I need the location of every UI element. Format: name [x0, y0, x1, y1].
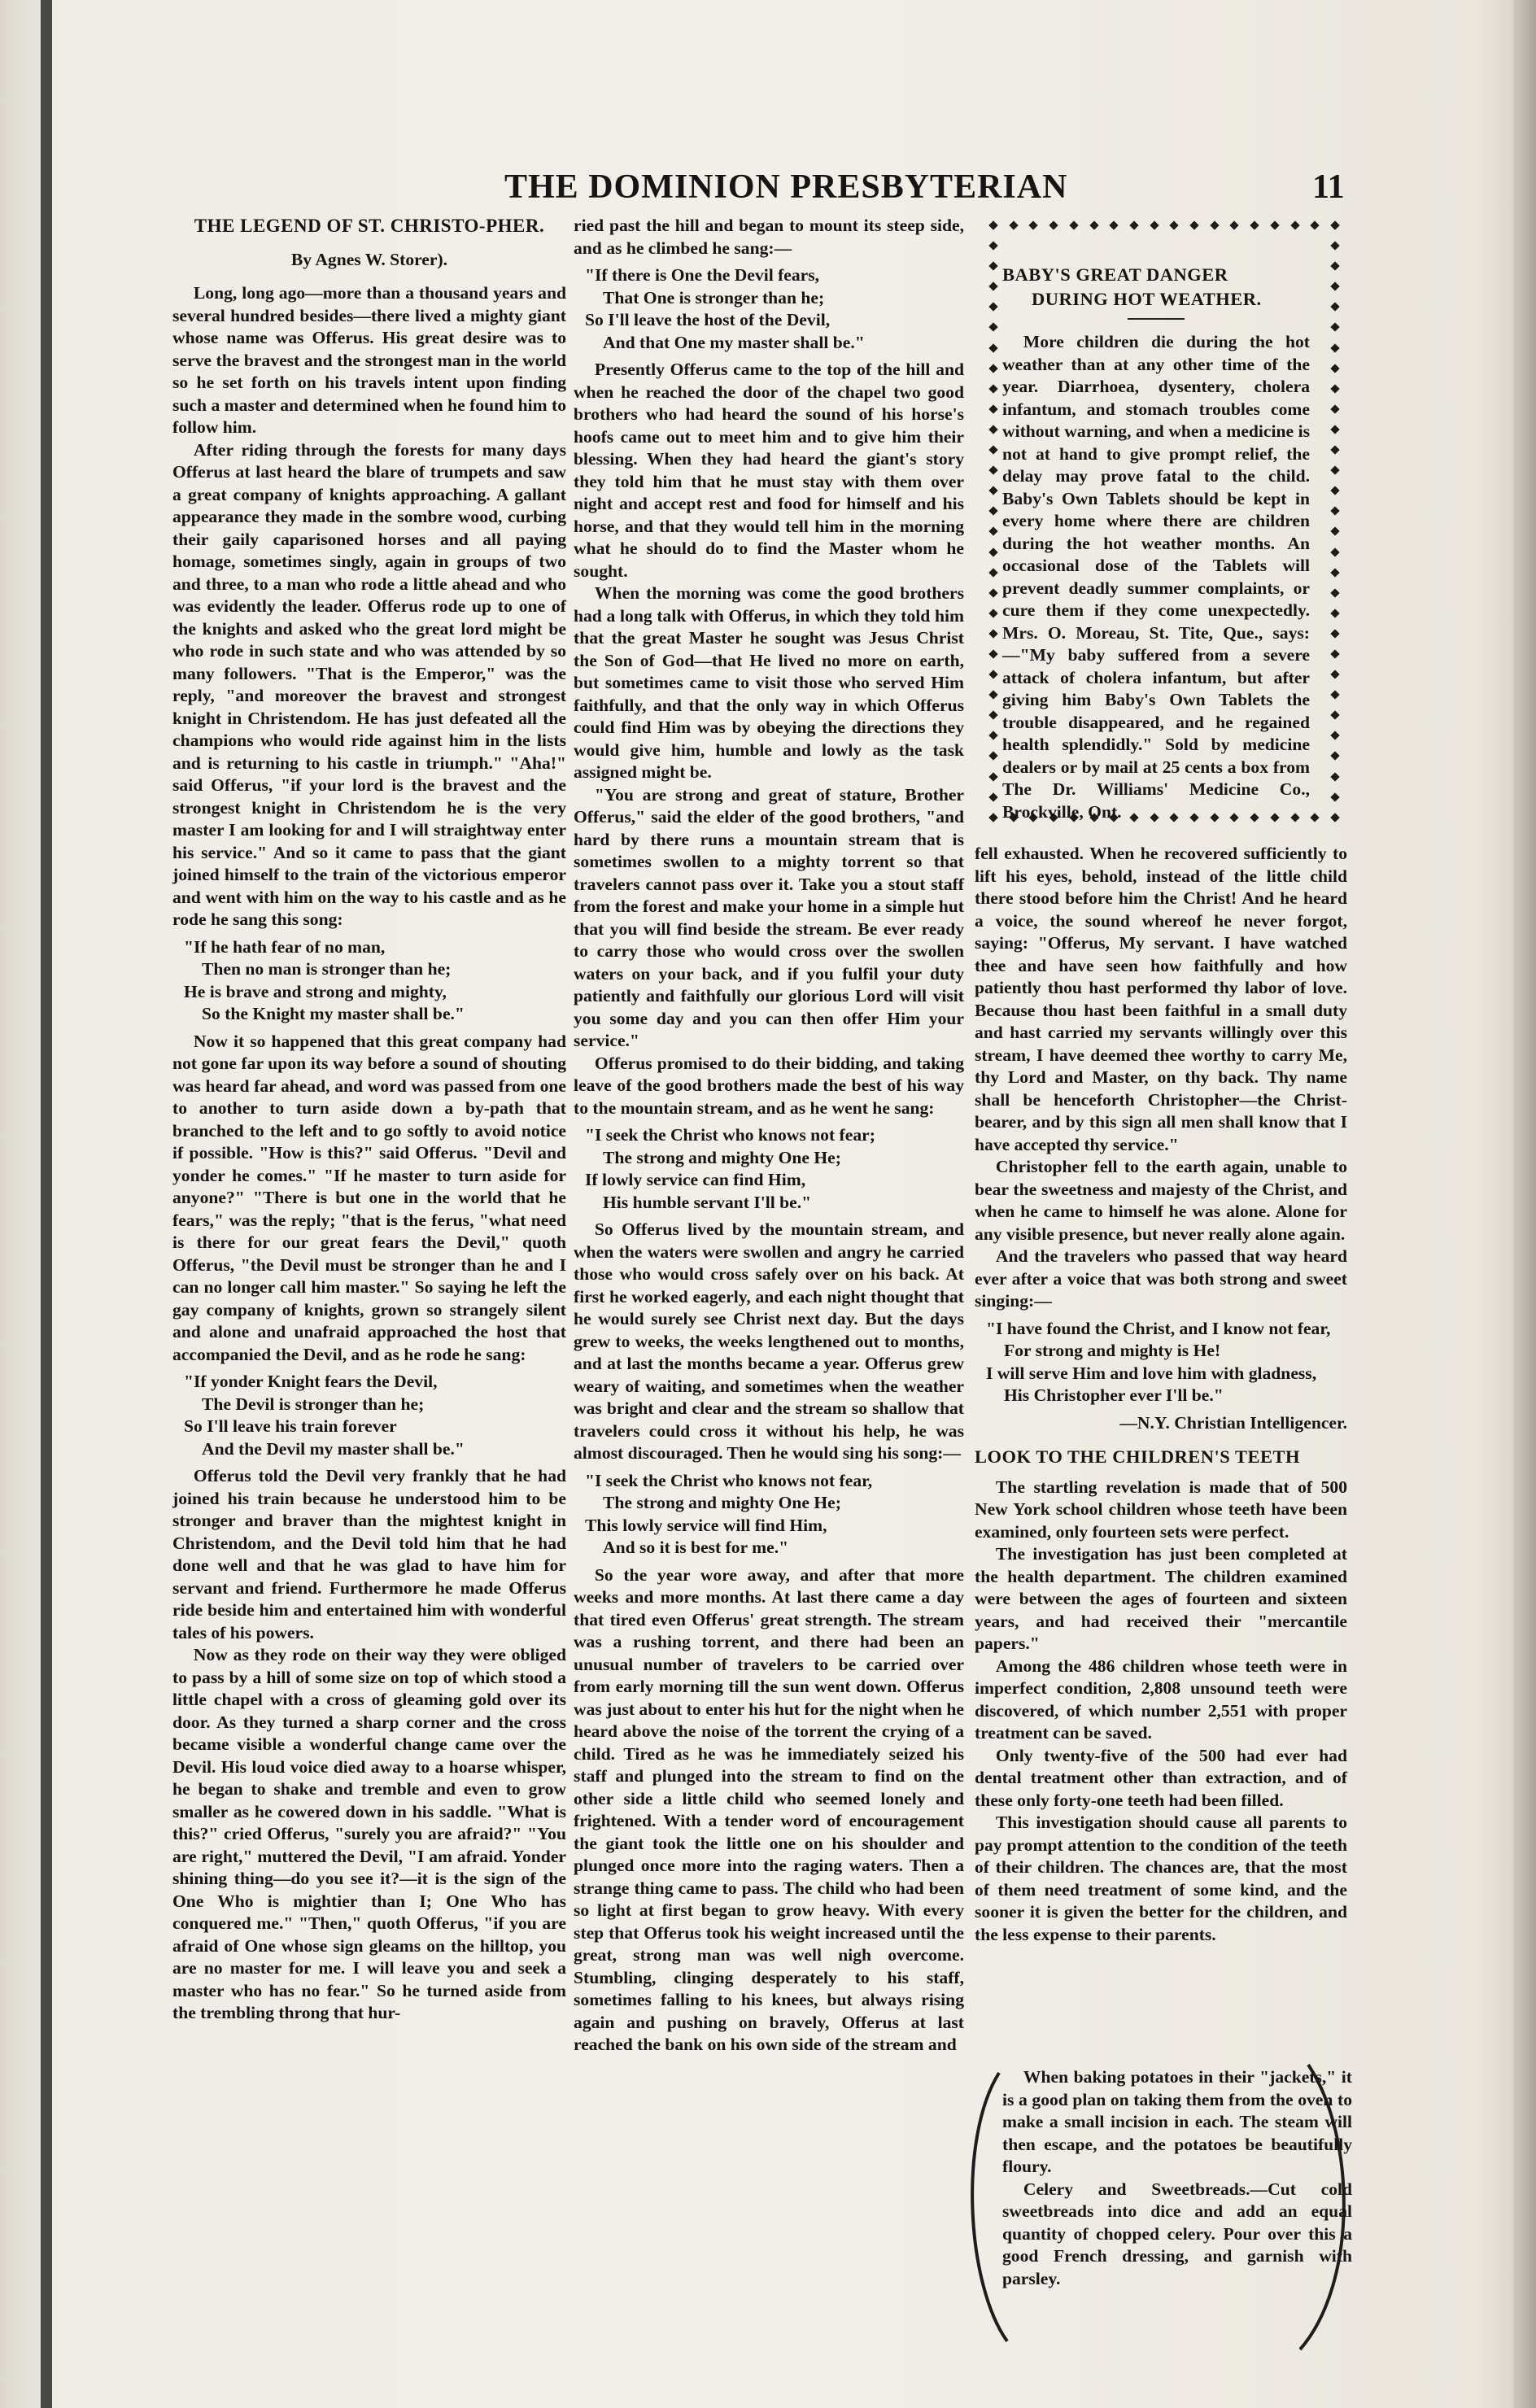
baby-title-line-2: DURING HOT WEATHER.	[1032, 288, 1262, 309]
page-number: 11	[1312, 168, 1345, 206]
verse-line: His Christopher ever I'll be."	[1004, 1385, 1224, 1405]
verse-line: And that One my master shall be."	[603, 332, 865, 352]
verse-line: "I seek the Christ who knows not fear;	[585, 1125, 875, 1145]
baby-paragraph: More children die during the hot weather than at any other time of the year. Diarrhoea, dysentery, cholera infantum, and stomach troubles come without warning, and when a medicine is not at hand to give prompt relief, the delay may prove fatal to the child. Baby's Own Tablets should be kept in every home where there are children during the hot weather months. An occasional dose of the Tablets will prevent deadly summer complaints, or cure them if they come unexpectedly. Mrs. O. Moreau, St. Tite, Que., says:—"My baby suffered from a severe attack of cholera infantum, but after giving him Baby's Own Tablets the trouble disappeared, and he regained health splendidly." Sold by medicine dealers or by mail at 25 cents a box from The Dr. Williams' Medicine Co., Brockville, Ont.	[1002, 332, 1310, 822]
legend-paragraph: Presently Offerus came to the top of the hill and when he reached the door of the chapel two good brothers who had heard the sound of his horse's hoofs came out to meet him and to give him their blessing. When they had heard the giant's story they told him that he must stay with them over night and accept rest and food for himself and his horse, and that they would tell him in the morning what he should do to find the Master whom he sought.	[574, 360, 964, 581]
verse-line: "I have found the Christ, and I know not fear,	[986, 1318, 1331, 1338]
verse-line: For strong and mighty is He!	[1004, 1341, 1221, 1360]
title-rule	[1128, 318, 1185, 320]
verse-line: So I'll leave his train forever	[184, 1416, 397, 1436]
verse-line: "I seek the Christ who knows not fear,	[585, 1470, 873, 1490]
tips-paragraph: Celery and Sweetbreads.—Cut cold sweetbreads into dice and add an equal quantity of chopped celery. Pour over this a good French dressing, and garnish with parsley.	[1002, 2179, 1352, 2288]
legend-verse	[574, 264, 964, 354]
legend-paragraph: Offerus promised to do their bidding, and taking leave of the good brothers made the best of his way to the mountain stream, and as he went he sang:	[574, 1053, 964, 1118]
masthead-title: THE DOMINION PRESBYTERIAN	[504, 168, 1068, 206]
legend-paragraph: Now as they rode on their way they were obliged to pass by a hill of some size on top of which stood a little chapel with a cross of gleaming gold over its door. As they turned a sharp corner and the cross became visible a wonderful change came over the Devil. His loud voice died away to a hoarse whisper, he began to shake and tremble and even to grow smaller as he cowered down in his saddle. "What is this?" cried Offerus, "surely you are afraid?" "You are right," muttered the Devil, "I am afraid. Yonder shining thing—do you see it?—it is the sign of the One Who is mightier than I; One Who has conquered me." "Then," quoth Offerus, "if you are afraid of One whose sign gleams on the hilltop, you are no master for me. I will leave you and seek a master who has no fear." So he turned aside from the trembling throng that hur-	[172, 1645, 566, 2022]
legend-paragraph: And the travelers who passed that way heard ever after a voice that was both strong and sweet singing:—	[975, 1246, 1347, 1311]
teeth-paragraph: This investigation should cause all parents to pay prompt attention to the condition of the teeth of their children. The chances are, that the most of them need treatment of some kind, and the sooner it is given the better for the children, and the less expense to their parents.	[975, 1813, 1347, 1944]
legend-paragraph: ried past the hill and began to mount its steep side, and as he climbed he sang:—	[574, 216, 964, 258]
verse-line: That One is stronger than he;	[603, 287, 825, 308]
verse-line: The strong and mighty One He;	[603, 1147, 841, 1167]
legend-title: THE LEGEND OF ST. CHRISTO-PHER.	[194, 216, 545, 236]
teeth-title: LOOK TO THE CHILDREN'S TEETH	[975, 1446, 1300, 1467]
verse-line: If lowly service can find Him,	[585, 1170, 806, 1189]
verse-line: He is brave and strong and mighty,	[184, 981, 447, 1001]
legend-paragraph: When the morning was come the good brothers had a long talk with Offerus, in which they told him that the great Master he sought was Jesus Christ the Son of God—that He lived no more on earth, but sometimes came to visit those who served Him faithfully, and that the only way in which Offerus could find Him was by obeying the directions they would give him, humble and lowly as the task assigned might be.	[574, 583, 964, 782]
verse-line: "If there is One the Devil fears,	[585, 265, 820, 285]
verse-line: I will serve Him and love him with gladness,	[986, 1363, 1317, 1383]
teeth-paragraph: The investigation has just been completed at the health department. The children examined were between the ages of fourteen and sixteen years, and had received their "mercantile papers."	[975, 1544, 1347, 1653]
legend-paragraph: After riding through the forests for many days Offerus at last heard the blare of trumpets and saw a great company of knights approaching. A gallant appearance they made in the sombre wood, curbing their gaily caparisoned horses and all paying homage, sometimes singly, again in groups of two and three, to a man who rode a little ahead and who was evidently the leader. Offerus rode up to one of the knights and asked who the great lord might be who rode in such state and who was attended by so many followers. "That is the Emperor," was the reply, "and moreover the bravest and strongest knight in Christendom. He has just defeated all the champions who would ride against him in the lists and is returning to his castle in triumph." "Aha!" said Offerus, "if your lord is the bravest and the strongest knight in Christendom he is the very master I am looking for and I will straightway enter his service." And so it came to pass that the giant joined himself to the train of the victorious emperor and went with him on the way to his castle and as he rode he sang this song:	[172, 439, 566, 929]
verse-line: "If he hath fear of no man,	[184, 936, 386, 957]
teeth-paragraph: Among the 486 children whose teeth were in imperfect condition, 2,808 unsound teeth were discovered, of which number 2,551 with proper treatment can be saved.	[975, 1656, 1347, 1743]
verse-line: Then no man is stronger than he;	[202, 959, 452, 979]
verse-line: "If yonder Knight fears the Devil,	[184, 1372, 438, 1391]
legend-verse	[172, 936, 566, 1026]
teeth-paragraph: Only twenty-five of the 500 had ever had dental treatment other than extraction, and of these only forty-one teeth had been filled.	[975, 1745, 1347, 1810]
teeth-paragraph: The startling revelation is made that of 500 New York school children whose teeth have been examined, only fourteen sets were perfect.	[975, 1477, 1347, 1542]
verse-line: And so it is best for me."	[603, 1538, 789, 1557]
verse-line: The strong and mighty One He;	[603, 1493, 841, 1512]
legend-verse	[574, 1470, 964, 1560]
baby-advert-text	[1002, 260, 1310, 823]
box-border-top	[984, 216, 1344, 234]
legend-paragraph: fell exhausted. When he recovered sufficiently to lift his eyes, behold, instead of the little child there stood before him the Christ! And he heard a voice, the sound whereof he never forgot, saying: "Offerus, My servant. I have watched thee and have seen how faithfully and how patiently thou hast performed thy labor of love. Because thou hast been faithful in a small duty and hast carried my servants willingly over this stream, I have deemed thee worthy to carry Me, thy Lord and Master, on thy back. Thy name shall be henceforth Christopher—the Christ-bearer, and by this sign all men shall know that I have accepted thy service."	[975, 844, 1347, 1154]
legend-verse	[574, 1124, 964, 1214]
verse-line: So I'll leave the host of the Devil,	[585, 310, 831, 329]
legend-paragraph: So Offerus lived by the mountain stream, and when the waters were swollen and angry he carried those who would cross safely over on his back. At first he worked eagerly, and each night thought that he would surely see Christ next day. But the days grew to weeks, the weeks lengthened out to months, and at last the months became a year. Offerus grew weary of waiting, and sometimes when the weather was bright and clear and the stream so shallow that travelers could cross it without his help, he was almost discouraged. Then he would sing his song:—	[574, 1219, 964, 1463]
verse-line: His humble servant I'll be."	[603, 1192, 812, 1212]
verse-line: The Devil is stronger than he;	[202, 1394, 425, 1414]
box-border-right	[1326, 216, 1344, 827]
tips-paragraph: When baking potatoes in their "jackets," it is a good plan on taking them from the oven to make a small incision in each. The steam will then escape, and the potatoes be beautifully floury.	[1002, 2067, 1352, 2176]
legend-verse	[975, 1318, 1347, 1407]
legend-byline: By Agnes W. Storer).	[290, 249, 448, 269]
verse-line: This lowly service will find Him,	[585, 1515, 827, 1535]
legend-paragraph: Christopher fell to the earth again, unable to bear the sweetness and majesty of the Christ, and when he came to himself he was alone. Alone for any visible presence, but never really alone again.	[975, 1157, 1347, 1244]
legend-column-3	[975, 843, 1347, 1946]
verse-line: So the Knight my master shall be."	[202, 1004, 465, 1023]
legend-paragraph: Long, long ago—more than a thousand years and several hundred besides—there lived a mighty giant whose name was Offerus. His great desire was to serve the bravest and the strongest man in the world so he set forth on his travels intent upon finding such a master and determined when he found him to follow him.	[172, 283, 566, 437]
legend-source: —N.Y. Christian Intelligencer.	[1119, 1412, 1347, 1433]
legend-verse	[172, 1371, 566, 1460]
baby-title-line-1: BABY'S GREAT DANGER	[1002, 264, 1228, 285]
legend-column-1	[172, 215, 566, 2025]
legend-paragraph: Offerus told the Devil very frankly that he had joined his train because he understood him to be stronger and braver than the mightest knight in Christendom, and the Devil told him that he had done well and that he was glad to have him for servant and friend. Furthermore he made Offerus ride beside him and entertained him with wonderful tales of his powers.	[172, 1466, 566, 1642]
legend-paragraph: "You are strong and great of stature, Brother Offerus," said the elder of the good brothers, "and hard by there runs a mountain stream that is sometimes swollen to a mighty torrent so that travelers cannot pass over it. Take you a stout staff from the forest and make your home in a simple hut that you will find beside the stream. Be ever ready to carry those who would cross over the swollen waters on your back, and if you fulfil your duty patiently and faithfully our glorious Lord will visit you some day and you can then offer Him your service."	[574, 784, 964, 1050]
legend-paragraph: Now it so happened that this great company had not gone far upon its way before a sound of shouting was heard far ahead, and word was passed from one to another to turn aside down a by-path that branched to the left and to go softly to avoid notice if possible. "How is this?" said Offerus. "Devil and yonder he comes." "If he master to turn aside for anyone?" "There is but one in the world that he fears," was the reply; "that is the ferus, "what need is there for our great fears the Devil," quoth Offerus, "the Devil must be stronger than he and I can no longer call him master." So saying he left the gay company of knights, grown so strangely silent and alone and unafraid approached the host that accompanied the Devil, and as he rode he sang:	[172, 1031, 566, 1364]
legend-column-2	[574, 215, 964, 2057]
box-border-left	[984, 216, 1002, 827]
legend-paragraph: So the year wore away, and after that more weeks and more months. At last there came a day that tired even Offerus' great strength. The stream was a rushing torrent, and there had been an unusual number of travelers to be carried over from early morning till the sun went down. Offerus was just about to enter his hut for the night when he heard above the noise of the torrent the crying of a child. Tired as he was he immediately seized his staff and plunged into the stream to find on the other side a little child who seemed lonely and frightened. With a tender word of encouragement the giant took the little one on his shoulder and plunged once more into the raging waters. Then a strange thing came to pass. The child who had been so light at first began to grow heavy. With every step that Offerus took his weight increased until the great, strong man was well nigh overcome. Stumbling, clinging desperately to his staff, sometimes falling to his knees, but always rising again and pushing on bravely, Offerus at last reached the bank on his own side of the stream and	[574, 1564, 964, 2054]
verse-line: And the Devil my master shall be."	[202, 1438, 465, 1459]
cooking-tips	[1002, 2066, 1352, 2290]
